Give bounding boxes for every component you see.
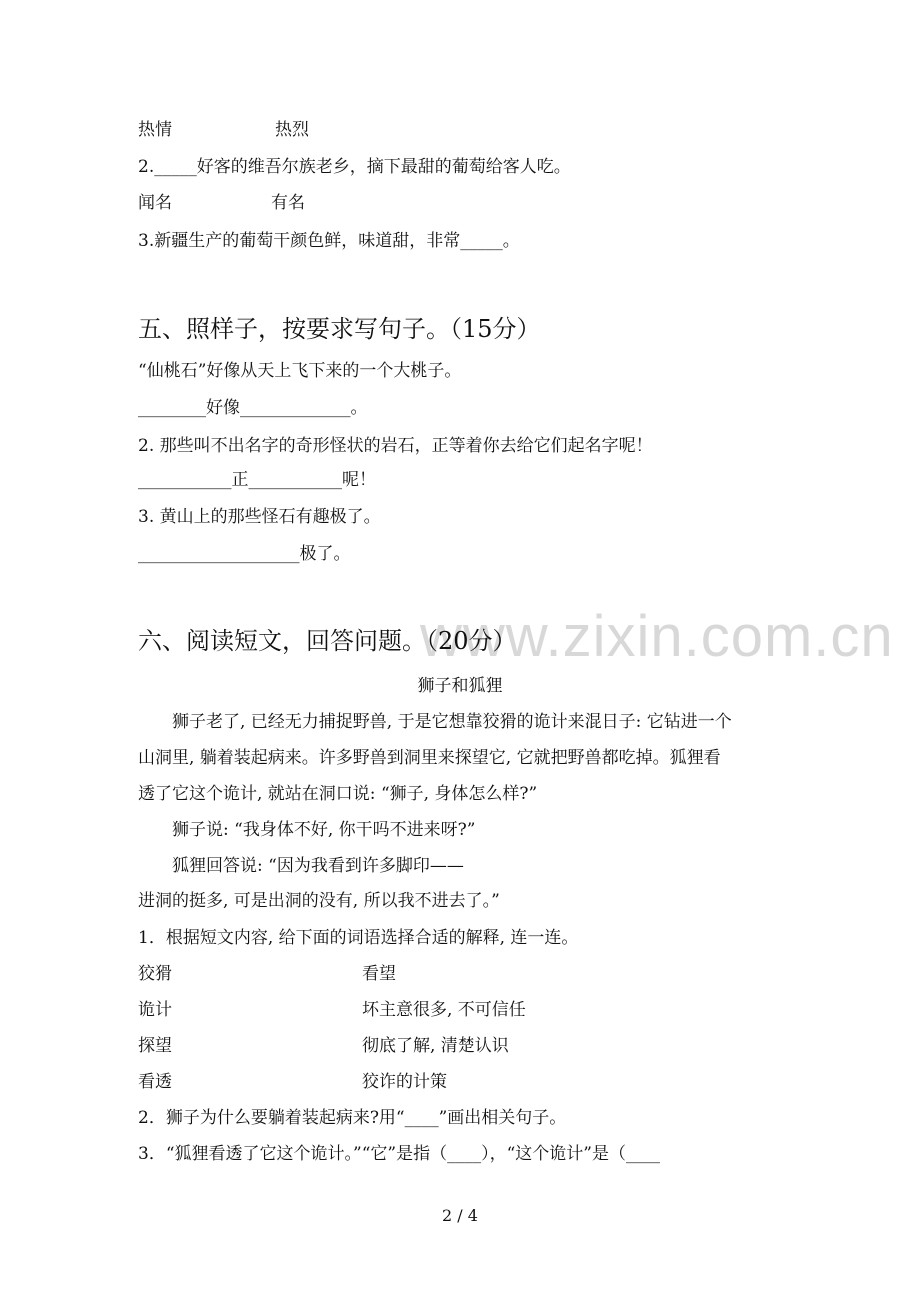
example-sentence-2: 2. 那些叫不出名字的奇形怪状的岩石，正等着你去给它们起名字呢！: [138, 436, 653, 456]
story-paragraph-line: 山洞里, 躺着装起病来。许多野兽到洞里来探望它, 它就把野兽都吃掉。狐狸看: [138, 748, 721, 768]
reading-question-1: 1．根据短文内容, 给下面的词语选择合适的解释, 连一连。: [138, 928, 579, 948]
example-sentence-3: 3. 黄山上的那些怪石有趣极了。: [138, 507, 381, 527]
match-word: 探望: [138, 1036, 172, 1056]
answer-line-2: ___________正___________呢！: [138, 470, 376, 490]
story-title: 狮子和狐狸: [417, 676, 503, 696]
answer-line-3: ___________________极了。: [138, 544, 351, 564]
match-meaning: 彻底了解, 清楚认识: [362, 1036, 509, 1056]
story-paragraph-line: 狮子说: “我身体不好, 你干吗不进来呀?”: [172, 820, 476, 840]
match-meaning: 看望: [362, 964, 396, 984]
question-3: 3.新疆生产的葡萄干颜色鲜，味道甜，非常_____。: [138, 231, 520, 251]
story-paragraph-line: 狐狸回答说: “因为我看到许多脚印——: [172, 856, 464, 876]
example-sentence-1: “仙桃石”好像从天上飞下来的一个大桃子。: [138, 361, 462, 381]
word-option-left: 闻名: [138, 193, 172, 213]
reading-question-3: 3．“狐狸看透了它这个诡计。”“它”是指（____），“这个诡计”是（____: [138, 1144, 660, 1164]
story-paragraph-line: 进洞的挺多, 可是出洞的没有, 所以我不进去了。”: [138, 891, 500, 911]
question-2: 2._____好客的维吾尔族老乡，摘下最甜的葡萄给客人吃。: [138, 157, 571, 177]
section-6-heading: 六、阅读短文，回答问题。（20分）: [138, 627, 517, 655]
page-number: 2 / 4: [442, 1206, 478, 1225]
section-5-heading: 五、照样子，按要求写句子。（15分）: [138, 315, 541, 343]
answer-line-1: ________好像_____________。: [138, 398, 368, 418]
watermark: www.zixin.com.cn: [420, 604, 894, 669]
match-meaning: 坏主意很多, 不可信任: [362, 1000, 526, 1020]
match-word: 看透: [138, 1072, 172, 1092]
word-option-right: 热烈: [275, 120, 309, 140]
word-option-right: 有名: [271, 193, 305, 213]
word-option-left: 热情: [138, 120, 172, 140]
story-paragraph-line: 狮子老了, 已经无力捕捉野兽, 于是它想靠狡猾的诡计来混日子: 它钻进一个: [172, 712, 732, 732]
match-word: 狡猾: [138, 964, 172, 984]
match-word: 诡计: [138, 1000, 172, 1020]
story-paragraph-line: 透了它这个诡计, 就站在洞口说: “狮子, 身体怎么样?”: [138, 784, 538, 804]
match-meaning: 狡诈的计策: [362, 1072, 447, 1092]
reading-question-2: 2．狮子为什么要躺着装起病来?用“____”画出相关句子。: [138, 1108, 567, 1128]
